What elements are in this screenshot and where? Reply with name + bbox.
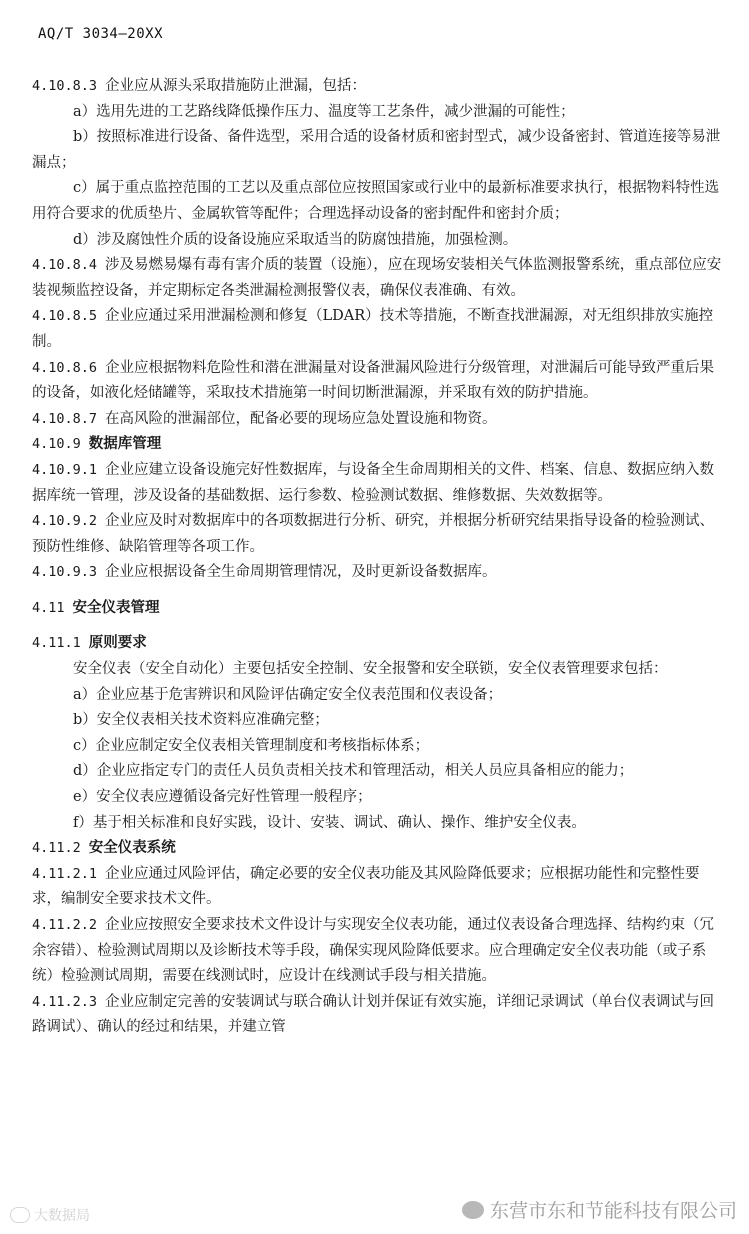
paragraph: 安全仪表（安全自动化）主要包括安全控制、安全报警和安全联锁，安全仪表管理要求包括：	[73, 661, 668, 678]
clause	[32, 356, 722, 407]
list-item: d）涉及腐蚀性介质的设备设施应采取适当的防腐蚀措施，加强检测。	[73, 231, 518, 248]
list-item: d）企业应指定专门的责任人员负责相关技术和管理活动，相关人员应具备相应的能力；	[73, 763, 634, 780]
list-item: f）基于相关标准和良好实践，设计、安装、调试、确认、操作、维护安全仪表。	[73, 814, 586, 831]
clause-text: 安全仪表系统	[88, 840, 176, 857]
list-item: b）按照标准进行设备、备件选型，采用合适的设备材质和密封型式，减少设备密封、管道连接等易泄漏点；	[32, 129, 721, 171]
clause	[32, 407, 722, 433]
clause-number: 4.10.8.6	[32, 359, 98, 376]
clause-number: 4.10.8.4	[32, 257, 98, 274]
watermark-right-text: 东营市东和节能科技有限公司	[489, 1200, 737, 1222]
clause-number: 4.10.9.2	[32, 513, 98, 530]
clause-text: 涉及易燃易爆有毒有害介质的装置（设施），应在现场安装相关气体监测报警系统，重点部位应安装视频监控设备，并定期标定各类泄漏检测报警仪表，确保仪表准确、有效。	[32, 257, 722, 299]
clause-number: 4.10.9.1	[32, 461, 98, 478]
clause-number: 4.10.8.5	[32, 308, 98, 325]
clause-text: 企业应根据设备全生命周期管理情况，及时更新设备数据库。	[105, 564, 497, 581]
watermark-left-text: 大数据局	[34, 1208, 90, 1224]
watermark-left	[10, 1205, 90, 1225]
clause-number: 4.11.2.1	[32, 865, 98, 882]
clause-number: 4.10.9	[32, 436, 81, 453]
clause	[32, 458, 722, 509]
clause-text: 企业应根据物料危险性和潜在泄漏量对设备泄漏风险进行分级管理，对泄漏后可能导致严重后果的设备，如液化烃储罐等，采取技术措施第一时间切断泄漏源，并采取有效的防护措施。	[32, 359, 715, 402]
list-item: a）企业应基于危害辨识和风险评估确定安全仪表范围和仪表设备；	[73, 686, 503, 703]
clause-text: 数据库管理	[88, 436, 162, 453]
clause-text: 企业应按照安全要求技术文件设计与实现安全仪表功能，通过仪表设备合理选择、结构约束（冗余容错）、检验测试周期以及诊断技术等手段，确保实现风险降低要求。应合理确定安全仪表功能（或子系统）检验测试周期，需要在线测试时，应设计在线测试手段与相关措施。	[32, 917, 715, 985]
document-body	[32, 74, 722, 1041]
clause-number: 4.10.9.3	[32, 564, 98, 581]
clause-text: 企业应制定完善的安装调试与联合确认计划并保证有效实施，详细记录调试（单台仪表调试与回路调试）、确认的经过和结果，并建立管	[32, 993, 715, 1036]
clause-number: 4.11.2.3	[32, 993, 98, 1010]
list-item: b）安全仪表相关技术资料应准确完整；	[73, 712, 329, 729]
clause	[32, 74, 722, 100]
list-item: a）选用先进的工艺路线降低操作压力、温度等工艺条件，减少泄漏的可能性；	[73, 103, 575, 120]
clause	[32, 913, 722, 990]
clause-text: 企业应通过采用泄漏检测和修复（LDAR）技术等措施，不断查找泄漏源，对无组织排放实施控制。	[32, 308, 714, 350]
clause-text: 企业应及时对数据库中的各项数据进行分析、研究，并根据分析研究结果指导设备的检验测试、预防性维修、缺陷管理等各项工作。	[32, 513, 715, 555]
clause-number: 4.11.1	[32, 635, 81, 652]
clause-number: 4.11.2.2	[32, 917, 98, 933]
clause-number: 4.11	[32, 599, 65, 616]
clause-text: 原则要求	[88, 635, 147, 652]
standard-code-header: AQ/T 3034—20XX	[38, 26, 164, 42]
section-heading	[32, 596, 722, 622]
clause-text: 企业应从源头采取措施防止泄漏，包括：	[105, 78, 367, 94]
clause-text: 在高风险的泄漏部位，配备必要的现场应急处置设施和物资。	[105, 410, 497, 427]
clause	[32, 990, 722, 1041]
clause	[32, 560, 722, 586]
clause	[32, 862, 722, 913]
subsection-heading	[32, 836, 722, 862]
clause-number: 4.10.8.3	[32, 78, 98, 94]
list-item: c）企业应制定安全仪表相关管理制度和考核指标体系；	[73, 737, 430, 754]
clause-text: 安全仪表管理	[72, 599, 160, 616]
clause	[32, 253, 722, 304]
chat-bubble-icon	[10, 1207, 30, 1223]
clause	[32, 304, 722, 355]
clause	[32, 509, 722, 560]
clause-number: 4.11.2	[32, 840, 81, 857]
list-item: c）属于重点监控范围的工艺以及重点部位应按照国家或行业中的最新标准要求执行，根据物料特性选用符合要求的优质垫片、金属软管等配件；合理选择动设备的密封配件和密封介质；	[32, 180, 720, 222]
clause-text: 企业应建立设备设施完好性数据库，与设备全生命周期相关的文件、档案、信息、数据应纳入数据库统一管理，涉及设备的基础数据、运行参数、检验测试数据、维修数据、失效数据等。	[32, 461, 715, 504]
clause-number: 4.10.8.7	[32, 410, 98, 427]
watermark-right	[462, 1196, 737, 1223]
subsection-heading	[32, 631, 722, 657]
subsection-heading	[32, 432, 722, 458]
list-item: e）安全仪表应遵循设备完好性管理一般程序；	[73, 789, 372, 806]
wechat-icon	[462, 1201, 484, 1219]
clause-text: 企业应通过风险评估，确定必要的安全仪表功能及其风险降低要求；应根据功能性和完整性要求，编制安全要求技术文件。	[32, 865, 700, 908]
